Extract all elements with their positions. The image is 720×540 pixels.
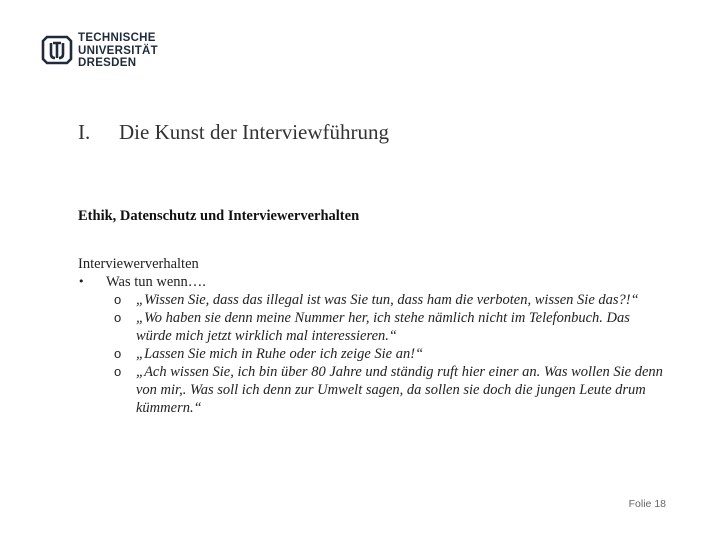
bullet-item — [78, 273, 678, 291]
quote-text: „Lassen Sie mich in Ruhe oder ich zeige Sie an!“ — [136, 346, 424, 362]
section-title-text: Die Kunst der Interviewführung — [119, 120, 390, 144]
bullet-icon: • — [78, 275, 85, 288]
logo-wordmark — [78, 32, 158, 70]
bullet-text: Was tun wenn…. — [106, 274, 206, 290]
section-number: I. — [78, 120, 91, 144]
logo-line-3: DRESDEN — [78, 57, 137, 69]
slide-number: Folie 18 — [628, 498, 666, 510]
quote-item — [78, 309, 666, 345]
university-logo — [40, 33, 200, 73]
quote-list — [78, 291, 678, 417]
quote-text: „Ach wissen Sie, ich bin über 80 Jahre und ständig ruft hier einer an. Was wollen Sie denn von mir,. Was soll ich denn zur Umwelt sagen, da sollen sie doch die jungen Leute drum kümmern.“ — [136, 364, 663, 416]
quote-text: „Wissen Sie, dass das illegal ist was Sie tun, dass ham die verboten, wissen Sie das?!“ — [136, 292, 639, 308]
sub-bullet-icon: o — [114, 346, 122, 361]
content-heading: Interviewerverhalten — [78, 256, 199, 272]
logo-line-1: TECHNISCHE — [78, 32, 156, 44]
quote-item — [78, 345, 666, 363]
quote-item — [78, 291, 666, 309]
slide-content — [78, 255, 678, 417]
sub-bullet-icon: o — [114, 364, 122, 379]
quote-item — [78, 363, 666, 417]
logo-line-2: UNIVERSITÄT — [78, 44, 158, 57]
quote-text: „Wo haben sie denn meine Nummer her, ich stehe nämlich nicht im Telefonbuch. Das würde mich jetzt wirklich mal interessieren.“ — [136, 310, 630, 344]
sub-bullet-icon: o — [114, 310, 122, 325]
section-title — [78, 120, 389, 145]
tu-dresden-logo-icon — [40, 33, 74, 67]
slide-subtitle: Ethik, Datenschutz und Interviewerverhalten — [78, 208, 360, 224]
sub-bullet-icon: o — [114, 292, 122, 307]
